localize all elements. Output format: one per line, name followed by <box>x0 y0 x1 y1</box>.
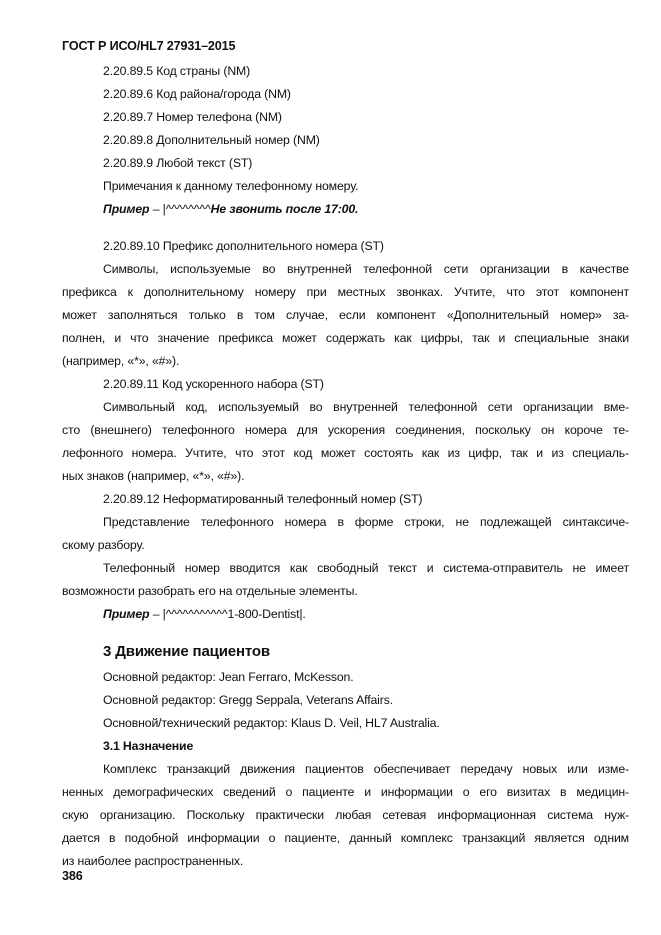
item-11-line-2: сто (внешнего) телефонного номера для ускорения соединения, поскольку он короче те- <box>62 423 629 437</box>
section-3-line-3: скую организацию. Поскольку практически любая сетевая информационная система нуж- <box>62 808 629 822</box>
editor-2: Основной редактор: Gregg Seppala, Veterans Affairs. <box>103 693 393 707</box>
example-1 <box>103 202 358 217</box>
item-area-code: 2.20.89.6 Код района/города (NM) <box>103 87 291 101</box>
item-12-line-1: Представление телефонного номера в форме строки, не подлежащей синтаксиче- <box>103 515 629 529</box>
item-10-heading: 2.20.89.10 Префикс дополнительного номера (ST) <box>103 239 384 253</box>
note-text: Примечания к данному телефонному номеру. <box>103 179 359 193</box>
section-3-line-4: дается в подобной информации о пациенте, данный комплекс транзакций является одним <box>62 831 629 845</box>
example-2 <box>103 607 306 622</box>
example-2-value: – |^^^^^^^^^^^1-800-Dentist|. <box>149 607 306 621</box>
item-country-code: 2.20.89.5 Код страны (NM) <box>103 64 251 78</box>
section-3-line-5: из наиболее распространенных. <box>62 854 244 868</box>
editor-3: Основной/технический редактор: Klaus D. Veil, HL7 Australia. <box>103 716 440 730</box>
item-10-line-2: префикса к дополнительному номеру при местных звонках. Учтите, что этот компонент <box>62 285 629 299</box>
item-12-heading: 2.20.89.12 Неформатированный телефонный номер (ST) <box>103 492 423 506</box>
section-3-line-1: Комплекс транзакций движения пациентов обеспечивает передачу новых или изме- <box>103 762 629 776</box>
item-phone-number: 2.20.89.7 Номер телефона (NM) <box>103 110 282 124</box>
example-1-label: Пример <box>103 202 150 216</box>
item-12-line-4: возможности разобрать его на отдельные элементы. <box>62 584 358 598</box>
item-12-line-3: Телефонный номер вводится как свободный текст и система-отправитель не имеет <box>103 561 629 575</box>
item-extension: 2.20.89.8 Дополнительный номер (NM) <box>103 133 320 147</box>
example-1-value: Не звонить после 17:00. <box>210 202 359 216</box>
example-2-label: Пример <box>103 607 150 621</box>
item-11-line-1: Символьный код, используемый во внутренней телефонной сети организации вме- <box>103 400 629 414</box>
item-11-heading: 2.20.89.11 Код ускоренного набора (ST) <box>103 377 324 391</box>
item-12-line-2: скому разбору. <box>62 538 145 552</box>
document-header: ГОСТ Р ИСО/HL7 27931–2015 <box>62 39 236 53</box>
item-11-line-4: ных знаков (например, «*», «#»). <box>62 469 245 483</box>
page-number: 386 <box>62 869 83 883</box>
editor-1: Основной редактор: Jean Ferraro, McKesson. <box>103 670 354 684</box>
item-10-line-5: (например, «*», «#»). <box>62 354 180 368</box>
subsection-3-1-title: 3.1 Назначение <box>103 739 194 753</box>
item-10-line-3: может заполняться только в том случае, если компонент «Дополнительный номер» за- <box>62 308 629 322</box>
item-any-text: 2.20.89.9 Любой текст (ST) <box>103 156 253 170</box>
item-11-line-3: лефонного номера. Учтите, что этот код может состоять как из цифр, так и из специаль- <box>62 446 629 460</box>
item-10-line-1: Символы, используемые во внутренней телефонной сети организации в качестве <box>103 262 629 276</box>
item-10-line-4: полнен, и что значение префикса может содержать как цифры, так и специальные знаки <box>62 331 629 345</box>
section-3-line-2: ненных демографических сведений о пациенте и информации о его визитах в медицин- <box>62 785 629 799</box>
section-3-title: 3 Движение пациентов <box>103 643 270 660</box>
example-1-dash: – |^^^^^^^^ <box>149 202 211 216</box>
